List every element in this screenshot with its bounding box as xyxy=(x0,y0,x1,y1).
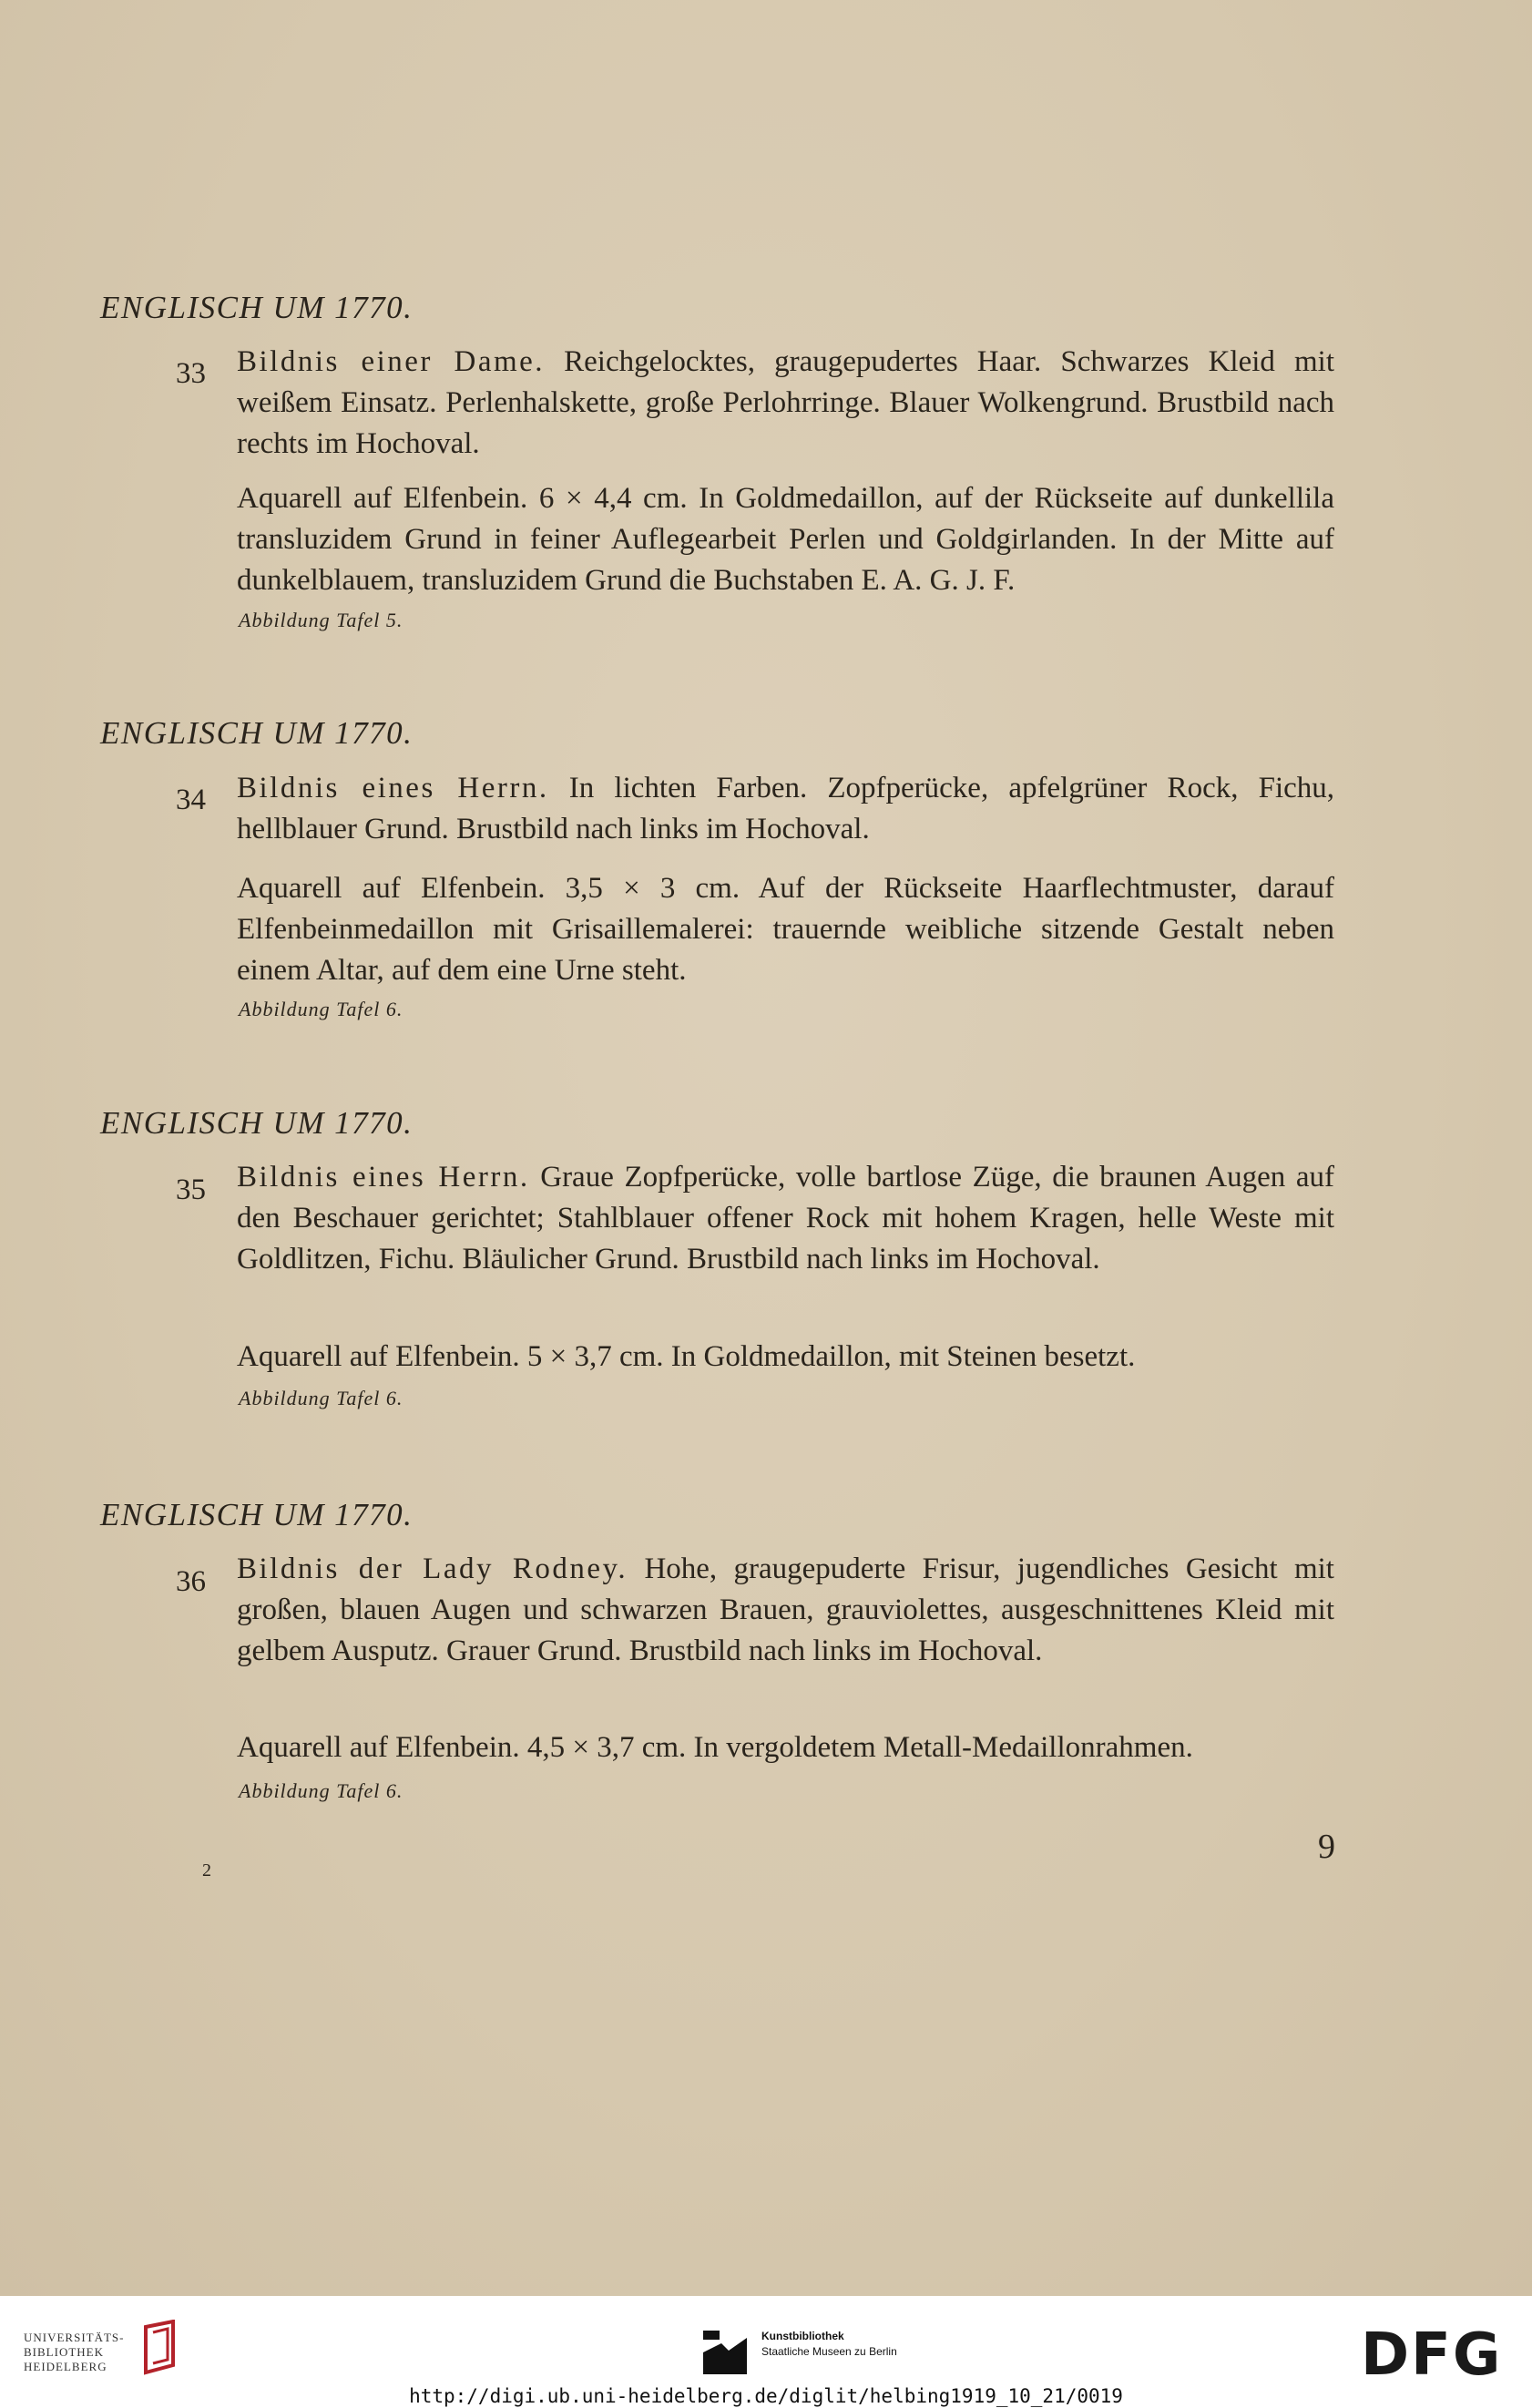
entry-text: Reichgelocktes, graugepudertes Haar. Schwarzes Kleid mit weißem Einsatz. Perlenhalskette, große Perlohrringe. Blauer Wolkengrund. Brustbild nach rechts im Hochoval. xyxy=(237,345,1334,460)
entry-heading: ENGLISCH UM 1770. xyxy=(100,715,414,751)
entry-text: Graue Zopfperücke, volle bartlose Züge, die braunen Augen auf den Beschauer gerichtet; Stahlblauer offener Rock mit hohem Kragen, helle Weste mit Goldlitzen, Fichu. Bläulicher Grund. Brustbild nach links im Hochoval. xyxy=(237,1161,1335,1276)
entry-text: Hohe, graugepuderte Frisur, jugendliches Gesicht mit großen, blauen Augen und schwarzen Brauen, grauviolettes, ausgeschnittenes Kleid mit gelbem Ausputz. Grauer Grund. Brustbild nach links im Hochoval. xyxy=(237,1552,1334,1667)
permalink-url[interactable]: http://digi.ub.uni-heidelberg.de/diglit/helbing1919_10_21/0019 xyxy=(409,2385,1123,2407)
kunstbibliothek-logo-icon[interactable] xyxy=(700,2327,751,2378)
university-logo-icon[interactable] xyxy=(137,2320,184,2378)
entry-reference: Abbildung Tafel 6. xyxy=(239,998,403,1020)
entry-title: Bildnis der Lady Rodney. xyxy=(237,1552,628,1585)
entry-reference: Abbildung Tafel 6. xyxy=(239,1387,403,1409)
entry-heading: ENGLISCH UM 1770. xyxy=(100,1497,414,1532)
entry-description xyxy=(237,1549,1334,1672)
entry-heading: ENGLISCH UM 1770. xyxy=(100,290,414,325)
entry-title: Bildnis einer Dame. xyxy=(237,345,546,378)
entry-title: Bildnis eines Herrn. xyxy=(237,1161,530,1194)
entry-note: Aquarell auf Elfenbein. 3,5 × 3 cm. Auf der Rückseite Haarflechtmuster, darauf Elfenbeinmedaillon mit Grisaillemalerei: trauernde weibliche sitzende Gestalt neben einem Altar, auf dem eine Urne steht. xyxy=(237,872,1334,987)
entry-reference: Abbildung Tafel 6. xyxy=(239,1779,403,1802)
entry-note: Aquarell auf Elfenbein. 4,5 × 3,7 cm. In vergoldetem Metall-Medaillonrahmen. xyxy=(237,1731,1193,1764)
entry-reference: Abbildung Tafel 5. xyxy=(239,609,403,631)
entry-number: 33 xyxy=(176,357,206,390)
entry-heading: ENGLISCH UM 1770. xyxy=(100,1105,414,1141)
entry-description xyxy=(237,1157,1334,1280)
dfg-logo[interactable]: DFG xyxy=(1361,2321,1503,2389)
entry-number: 34 xyxy=(176,784,206,816)
entry-number: 36 xyxy=(176,1565,206,1598)
university-library-name[interactable]: UNIVERSITÄTS- BIBLIOTHEK HEIDELBERG xyxy=(24,2331,125,2373)
kunstbibliothek-label[interactable]: Kunstbibliothek Staatliche Museen zu Berlin xyxy=(761,2330,897,2358)
sheet-mark: 2 xyxy=(202,1860,211,1880)
digitization-footer xyxy=(0,2296,1532,2408)
entry-description xyxy=(237,342,1334,465)
entry-number: 35 xyxy=(176,1173,206,1206)
entry-description xyxy=(237,768,1334,850)
page-number: 9 xyxy=(1318,1828,1335,1866)
entry-note: Aquarell auf Elfenbein. 6 × 4,4 cm. In Goldmedaillon, auf der Rückseite auf dunkellila transluzidem Grund in feiner Auflegearbeit Perlen und Goldgirlanden. In der Mitte auf dunkelblauem, transluzidem Grund die Buchstaben E. A. G. J. F. xyxy=(237,482,1334,597)
entry-title: Bildnis eines Herrn. xyxy=(237,772,549,804)
entry-text: In lichten Farben. Zopfperücke, apfelgrüner Rock, Fichu, hellblauer Grund. Brustbild nach links im Hochoval. xyxy=(237,772,1335,845)
entry-note: Aquarell auf Elfenbein. 5 × 3,7 cm. In Goldmedaillon, mit Steinen besetzt. xyxy=(237,1340,1136,1373)
